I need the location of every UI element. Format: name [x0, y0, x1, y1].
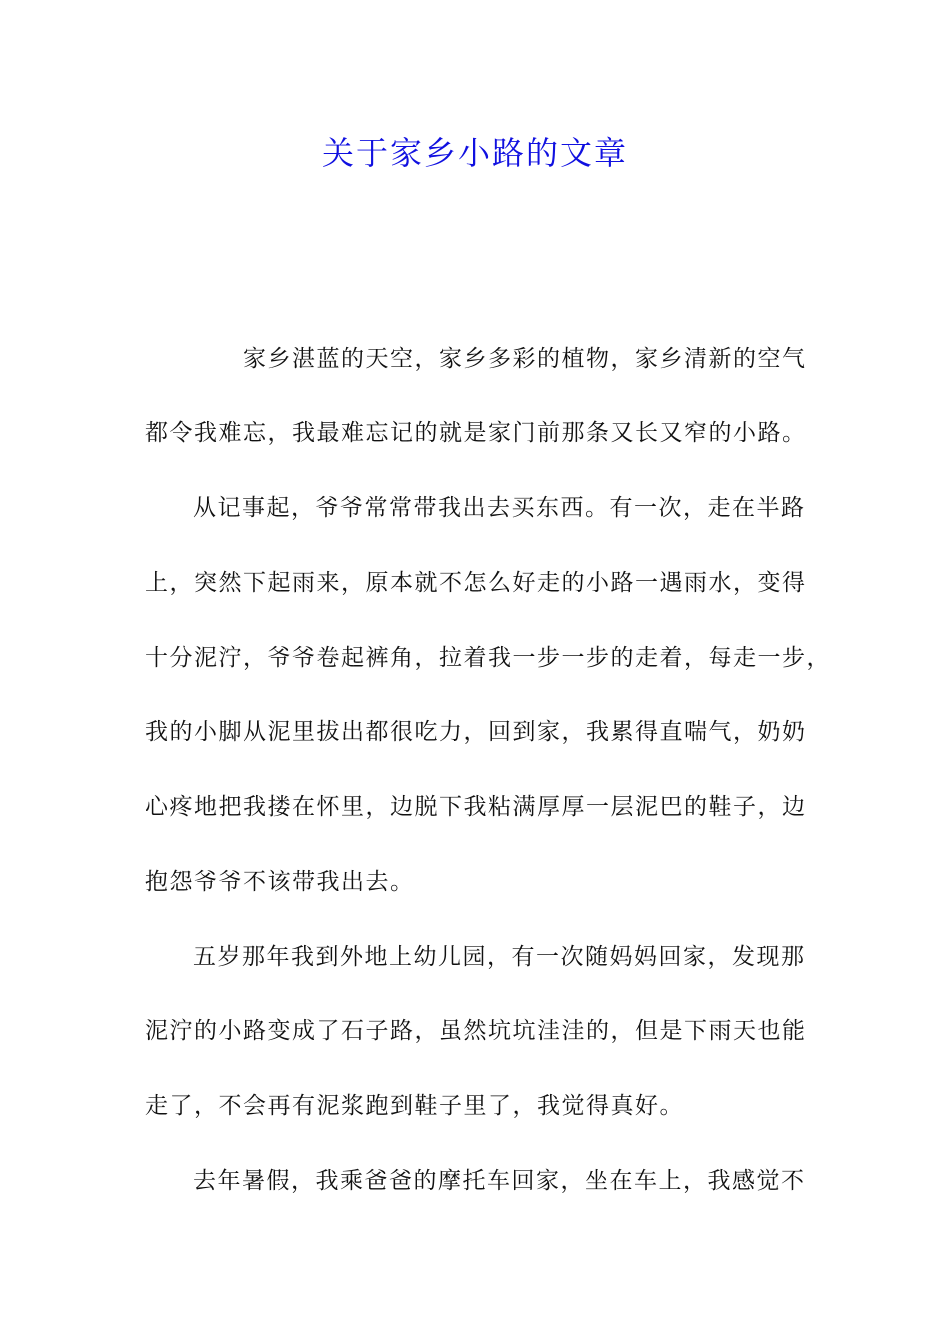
paragraph-line: 家乡湛蓝的天空，家乡多彩的植物，家乡清新的空气: [243, 346, 807, 372]
document-title: 关于家乡小路的文章: [321, 134, 628, 172]
paragraph-line: 走了，不会再有泥浆跑到鞋子里了，我觉得真好。: [145, 1093, 684, 1119]
paragraph-line: 上，突然下起雨来，原本就不怎么好走的小路一遇雨水，变得: [145, 570, 807, 596]
paragraph-line: 从记事起，爷爷常常带我出去买东西。有一次，走在半路: [193, 495, 806, 521]
paragraph-line: 泥泞的小路变成了石子路，虽然坑坑洼洼的，但是下雨天也能: [145, 1018, 807, 1044]
paragraph-line: 抱怨爷爷不该带我出去。: [145, 869, 415, 895]
paragraph-line: 我的小脚从泥里拔出都很吃力，回到家，我累得直喘气，奶奶: [145, 719, 807, 745]
paragraph-line: 十分泥泞，爷爷卷起裤角，拉着我一步一步的走着，每走一步，: [145, 645, 831, 671]
paragraph-line: 心疼地把我搂在怀里，边脱下我粘满厚厚一层泥巴的鞋子，边: [145, 794, 807, 820]
paragraph-line: 去年暑假，我乘爸爸的摩托车回家，坐在车上，我感觉不: [193, 1168, 806, 1194]
paragraph-line: 五岁那年我到外地上幼儿园，有一次随妈妈回家，发现那: [193, 944, 806, 970]
paragraph-line: 都令我难忘，我最难忘记的就是家门前那条又长又窄的小路。: [145, 420, 807, 446]
